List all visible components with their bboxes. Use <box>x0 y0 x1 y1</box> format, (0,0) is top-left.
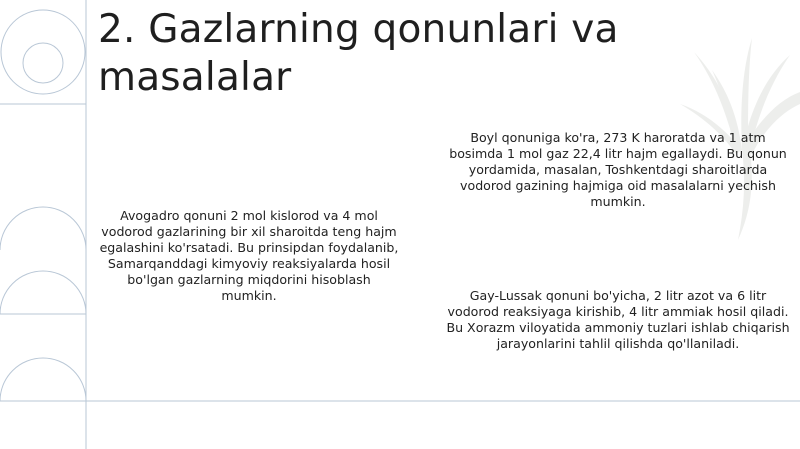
gay-lussak-paragraph: Gay-Lussak qonuni bo'yicha, 2 litr azot va 6 litr vodorod reaksiyaga kirishib, 4 litr ammiak hosil qiladi. Bu Xorazm viloyatida ammoniy tuzlari ishlab chiqarish jarayonlarini tahlil qilishda qo'llaniladi. <box>446 288 790 351</box>
arc-upper <box>0 207 86 250</box>
arc-bottom <box>0 358 86 401</box>
slide-title: 2. Gazlarning qonunlari va masalalar <box>98 7 619 100</box>
large-circle <box>1 10 85 94</box>
arc-lower <box>0 271 86 314</box>
circles-icon <box>1 10 85 94</box>
avogadro-paragraph: Avogadro qonuni 2 mol kislorod va 4 mol vodorod gazlarining bir xil sharoitda teng hajm egalashini ko'rsatadi. Bu prinsipdan foydalanib, Samarqanddagi kimyoviy reaksiyalarda hosil bo'lgan gazlarning miqdorini hisoblash mumkin. <box>99 208 399 303</box>
arcs-icon <box>0 207 86 401</box>
small-circle <box>23 43 63 83</box>
boyl-paragraph: Boyl qonuniga ko'ra, 273 K haroratda va 1 atm bosimda 1 mol gaz 22,4 litr hajm egallaydi. Bu qonun yordamida, masalan, Toshkentdagi sharoitlarda vodorod gazining hajmiga oid masalalarni yechish mumkin. <box>449 130 787 209</box>
